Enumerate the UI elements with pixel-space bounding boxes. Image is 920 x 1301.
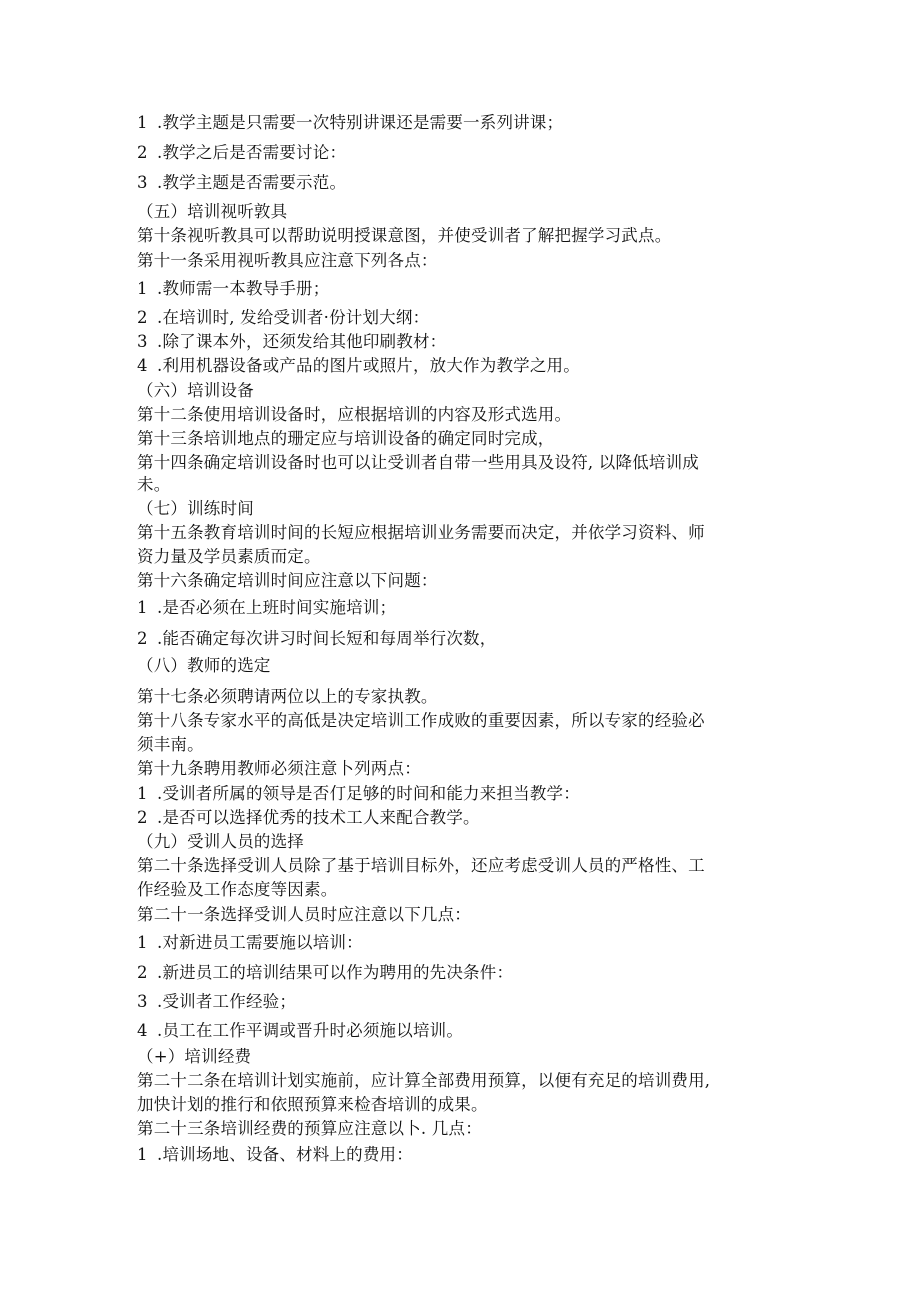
list-item <box>137 991 777 1013</box>
paragraph-line <box>137 570 777 592</box>
paragraph-text: 第十三条培训地点的珊定应与培训设备的确定同时完成， <box>137 429 555 448</box>
list-text: .教学之后是否需要讨论： <box>157 143 347 162</box>
list-text: .新进员工的培训结果可以作为聘用的先决条件： <box>157 963 514 982</box>
list-item <box>137 1144 777 1166</box>
heading-text: （七）训练时间 <box>137 499 254 518</box>
list-text: .利用机器设备或产品的图片或照片，放大作为教学之用。 <box>157 356 580 375</box>
list-number: 1 <box>137 933 148 952</box>
heading-text: （六）培训设备 <box>137 381 254 400</box>
paragraph-text: 须丰南。 <box>137 735 204 754</box>
paragraph-line <box>137 758 777 780</box>
paragraph-line <box>137 879 777 901</box>
section-heading <box>137 831 777 853</box>
paragraph-text: 资力量及学员素质而定。 <box>137 547 321 566</box>
section-heading <box>137 655 777 677</box>
list-number: 2 <box>137 808 148 827</box>
list-text: .受训者工作经验； <box>157 992 297 1011</box>
paragraph-line <box>137 1070 777 1092</box>
list-number: 4 <box>137 356 148 375</box>
paragraph-line <box>137 710 777 732</box>
list-number: 1 <box>137 598 148 617</box>
paragraph-line <box>137 904 777 926</box>
paragraph-text: 第二十二条在培训计划实施前，应计算全部费用预算，以便有充足的培训费用, <box>137 1071 711 1090</box>
list-item <box>137 112 777 134</box>
heading-text: （+）培训经费 <box>137 1047 252 1066</box>
paragraph-line <box>137 250 777 272</box>
paragraph-line <box>137 1118 777 1140</box>
list-text: .培训场地、设备、材料上的费用： <box>157 1145 413 1164</box>
section-heading <box>137 201 777 223</box>
paragraph-text: 第十一条采用视听教具应注意下列各点： <box>137 251 438 270</box>
list-text: .对新进员工需要施以培训： <box>157 933 363 952</box>
list-number: 2 <box>137 629 148 648</box>
paragraph-text: 第十条视听教具可以帮助说明授课意图，并使受训者了解把握学习武点。 <box>137 226 672 245</box>
paragraph-line <box>137 452 777 474</box>
section-heading <box>137 1046 777 1068</box>
paragraph-line <box>137 686 777 708</box>
paragraph-text: 第十四条确定培训设备时也可以让受训者自带一些用具及设符, 以降低培训成 <box>137 453 699 472</box>
paragraph-text: 第二十三条培训经费的预算应注意以卜. 几点： <box>137 1119 482 1138</box>
list-text: .是否必须在上班时间实施培训； <box>157 598 397 617</box>
list-text: .是否可以选择优秀的技术工人来配合教学。 <box>157 808 480 827</box>
list-number: 3 <box>137 992 148 1011</box>
list-number: 1 <box>137 279 148 298</box>
paragraph-text: 第二十条选择受训人员除了基于培训目标外，还应考虑受训人员的严格性、工 <box>137 856 705 875</box>
list-item <box>137 331 777 353</box>
section-heading <box>137 380 777 402</box>
list-item <box>137 307 777 329</box>
list-item <box>137 355 777 377</box>
paragraph-text: 第二十一条选择受训人员时应注意以下几点： <box>137 905 471 924</box>
paragraph-line <box>137 474 777 496</box>
heading-text: （五）培训视听敦具 <box>137 202 288 221</box>
list-text: .能否确定每次讲习时间长短和每周举行次数， <box>157 629 497 648</box>
paragraph-line <box>137 522 777 544</box>
paragraph-line <box>137 734 777 756</box>
list-item <box>137 597 777 619</box>
list-item <box>137 783 777 805</box>
heading-text: （九）受训人员的选择 <box>137 832 304 851</box>
heading-text: （八）教师的选定 <box>137 656 271 675</box>
paragraph-line <box>137 1094 777 1116</box>
list-number: 2 <box>137 143 148 162</box>
paragraph-line <box>137 428 777 450</box>
list-number: 1 <box>137 784 148 803</box>
list-number: 4 <box>137 1021 148 1040</box>
list-number: 2 <box>137 963 148 982</box>
list-number: 3 <box>137 332 148 351</box>
list-text: .除了课本外，还须发给其他印刷教材： <box>157 332 447 351</box>
paragraph-text: 第十七条必须聘请两位以上的专家执教。 <box>137 687 438 706</box>
list-number: 3 <box>137 173 148 192</box>
list-number: 2 <box>137 308 148 327</box>
paragraph-line <box>137 546 777 568</box>
list-number: 1 <box>137 1145 148 1164</box>
list-item <box>137 628 777 650</box>
list-text: .在培训时, 发给受训者·份计划大纲： <box>157 308 430 327</box>
paragraph-text: 第十九条聘用教师必须注意卜列两点： <box>137 759 421 778</box>
list-item <box>137 807 777 829</box>
list-item <box>137 278 777 300</box>
list-text: .受训者所属的领导是否仃足够的时间和能力来担当教学： <box>157 784 580 803</box>
list-text: .教师需一本教导手册； <box>157 279 330 298</box>
list-item <box>137 932 777 954</box>
list-item <box>137 1020 777 1042</box>
paragraph-text: 未。 <box>137 475 171 494</box>
paragraph-text: 第十六条确定培训时间应注意以下问题： <box>137 571 438 590</box>
paragraph-text: 第十五条教育培训时间的长短应根据培训业务需要而决定，并依学习资料、师 <box>137 523 705 542</box>
paragraph-line <box>137 855 777 877</box>
paragraph-text: 加快计划的推行和依照预算来检杳培训的成果。 <box>137 1095 488 1114</box>
paragraph-text: 第十二条使用培训设备时，应根据培训的内容及形式选用。 <box>137 405 572 424</box>
section-heading <box>137 498 777 520</box>
list-item <box>137 142 777 164</box>
paragraph-text: 作经验及工作态度等因素。 <box>137 880 338 899</box>
list-text: .员工在工作平调或晋升时必须施以培训。 <box>157 1021 464 1040</box>
list-number: 1 <box>137 113 148 132</box>
list-item <box>137 172 777 194</box>
list-text: .教学主题是否需要示范。 <box>157 173 347 192</box>
paragraph-line <box>137 404 777 426</box>
paragraph-line <box>137 225 777 247</box>
list-item <box>137 962 777 984</box>
list-text: .教学主题是只需要一次特别讲课还是需要一系列讲课； <box>157 113 564 132</box>
paragraph-text: 第十八条专家水平的高低是决定培训工作成败的重要因素，所以专家的经验必 <box>137 711 705 730</box>
